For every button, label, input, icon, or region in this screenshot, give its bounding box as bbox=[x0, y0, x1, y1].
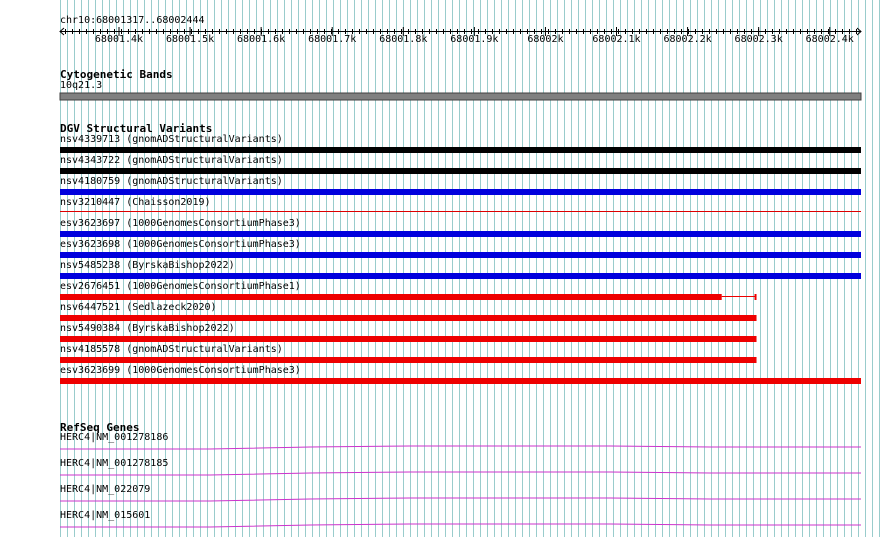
refseq-gene-label[interactable]: HERC4|NM_015601 bbox=[60, 510, 151, 521]
locus-label: chr10:68001317..68002444 bbox=[60, 15, 205, 26]
refseq-gene-line bbox=[60, 498, 861, 501]
dgv-feature-label[interactable]: esv3623697 (1000GenomesConsortiumPhase3) bbox=[60, 218, 301, 229]
dgv-feature-bar bbox=[60, 231, 861, 237]
dgv-feature-label[interactable]: nsv5485238 (ByrskaBishop2022) bbox=[60, 260, 235, 271]
dgv-feature-label[interactable]: esv2676451 (1000GenomesConsortiumPhase1) bbox=[60, 281, 301, 292]
ruler-tick-label: 68001.5k bbox=[165, 34, 215, 45]
dgv-feature-bar bbox=[60, 294, 722, 300]
ruler-tick-label: 68002.3k bbox=[734, 34, 783, 45]
ruler-tick-label: 68002.4k bbox=[805, 34, 854, 45]
dgv-feature-bar bbox=[60, 211, 861, 212]
dgv-feature-label[interactable]: nsv5490384 (ByrskaBishop2022) bbox=[60, 323, 235, 334]
dgv-feature-label[interactable]: nsv4180759 (gnomADStructuralVariants) bbox=[60, 176, 283, 187]
ruler-tick-label: 68002.2k bbox=[663, 34, 712, 45]
dgv-feature-label[interactable]: nsv4185578 (gnomADStructuralVariants) bbox=[60, 344, 283, 355]
dgv-feature-connector bbox=[722, 296, 757, 297]
dgv-feature-end-block bbox=[755, 294, 757, 300]
dgv-feature-bar bbox=[60, 189, 861, 195]
dgv-feature-bar bbox=[60, 252, 861, 258]
dgv-feature-bar bbox=[60, 273, 861, 279]
dgv-feature-bar bbox=[60, 147, 861, 153]
dgv-feature-label[interactable]: nsv6447521 (Sedlazeck2020) bbox=[60, 302, 217, 313]
refseq-track-title[interactable]: RefSeq Genes bbox=[60, 421, 140, 434]
refseq-gene-label[interactable]: HERC4|NM_022079 bbox=[60, 484, 151, 495]
cytoband-bar bbox=[60, 93, 861, 100]
dgv-feature-bar bbox=[60, 315, 757, 321]
dgv-feature-label[interactable]: nsv3210447 (Chaisson2019) bbox=[60, 197, 211, 208]
refseq-gene-line bbox=[60, 524, 861, 527]
ruler-tick-label: 68001.6k bbox=[237, 34, 286, 45]
refseq-gene-line bbox=[60, 446, 861, 449]
ruler-tick-label: 68002k bbox=[527, 34, 564, 45]
dgv-feature-bar bbox=[60, 357, 757, 363]
ruler-tick-label: 68001.9k bbox=[450, 34, 499, 45]
refseq-gene-line bbox=[60, 472, 861, 475]
cytoband-track-title[interactable]: Cytogenetic Bands bbox=[60, 68, 173, 81]
refseq-gene-label[interactable]: HERC4|NM_001278185 bbox=[60, 458, 169, 469]
dgv-feature-label[interactable]: nsv4343722 (gnomADStructuralVariants) bbox=[60, 155, 283, 166]
ruler-tick-label: 68001.7k bbox=[308, 34, 357, 45]
refseq-gene-label[interactable]: HERC4|NM_001278186 bbox=[60, 432, 169, 443]
ruler-tick-label: 68002.1k bbox=[592, 34, 641, 45]
dgv-feature-bar bbox=[60, 168, 861, 174]
ruler-tick-label: 68001.4k bbox=[94, 34, 144, 45]
dgv-feature-label[interactable]: esv3623699 (1000GenomesConsortiumPhase3) bbox=[60, 365, 301, 376]
dgv-feature-label[interactable]: nsv4339713 (gnomADStructuralVariants) bbox=[60, 134, 283, 145]
dgv-track-title[interactable]: DGV Structural Variants bbox=[60, 122, 213, 135]
ruler-tick-label: 68001.8k bbox=[379, 34, 428, 45]
dgv-feature-bar bbox=[60, 336, 757, 342]
dgv-feature-label[interactable]: esv3623698 (1000GenomesConsortiumPhase3) bbox=[60, 239, 301, 250]
cytoband-label: 10q21.3 bbox=[60, 80, 103, 91]
dgv-feature-bar bbox=[60, 378, 861, 384]
